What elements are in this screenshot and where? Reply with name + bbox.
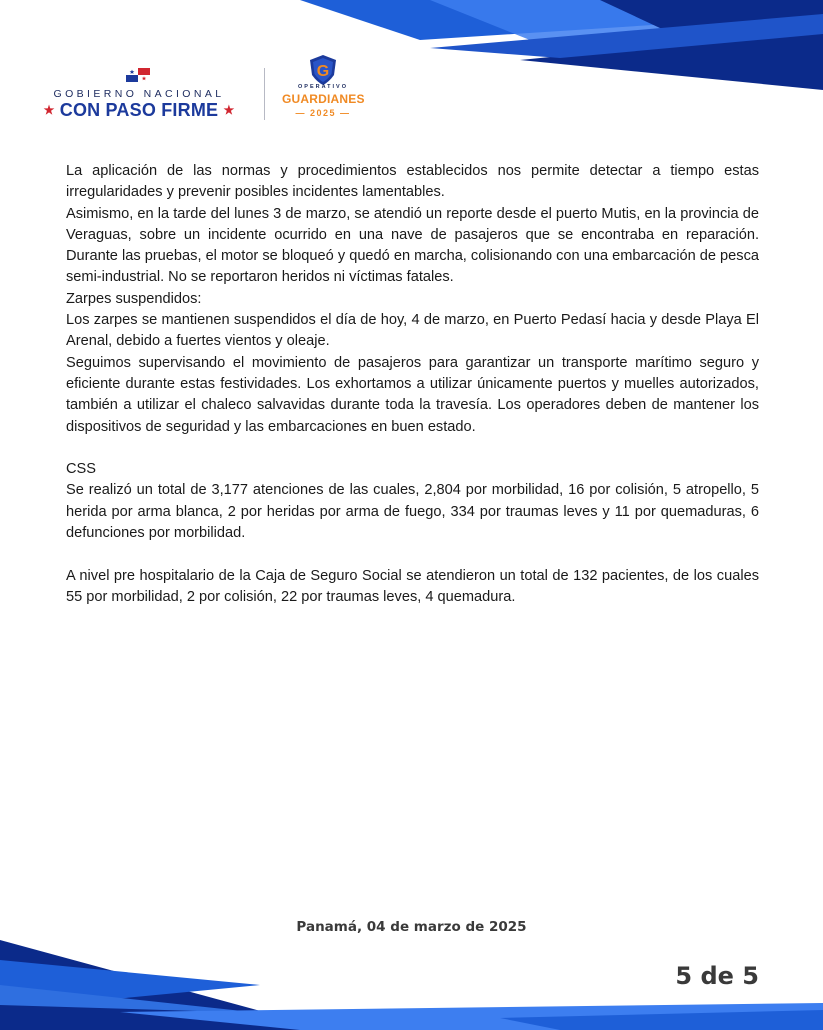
footer-date: Panamá, 04 de marzo de 2025: [296, 919, 527, 935]
paragraph: Asimismo, en la tarde del lunes 3 de marzo, se atendió un reporte desde el puerto Mutis, en la provincia de Veraguas, sobre un incidente ocurrido en una nave de pasajeros que se encontraba en reparación. Durante las pruebas, el motor se bloqueó y quedó en marcha, colisionando con una embarcación de pesca semi-industrial. No se reportaron heridos ni víctimas fatales.: [66, 205, 759, 286]
guardianes-year: — 2025 —: [295, 108, 351, 118]
paragraph: La aplicación de las normas y procedimientos establecidos nos permite detectar a tiempo estas irregularidades y prevenir posibles incidentes lamentables.: [66, 163, 759, 201]
gobierno-nacional-logo: [34, 66, 244, 126]
star-icon: ★: [43, 103, 55, 117]
shield-icon: [307, 54, 339, 86]
guardianes-label: GUARDIANES: [282, 92, 365, 106]
paragraph: Se realizó un total de 3,177 atenciones de las cuales, 2,804 por morbilidad, 16 por colisión, 5 atropello, 5 herida por arma blanca, 2 por heridas por arma de fuego, 334 por traumas leves y 11 por quemaduras, 6 defunciones por morbilidad.: [66, 482, 759, 542]
operativo-guardianes-logo: [282, 54, 364, 128]
gob-slogan: CON PASO FIRME: [59, 100, 219, 120]
document-body: [66, 161, 759, 608]
paragraph: Los zarpes se mantienen suspendidos el día de hoy, 4 de marzo, en Puerto Pedasí hacia y desde Playa El Arenal, debido a fuertes vientos y oleaje.: [66, 312, 759, 350]
logo-divider: [264, 68, 265, 120]
gob-line2: [34, 100, 244, 121]
operativo-label: OPERATIVO: [298, 84, 348, 90]
shield-letter: G: [316, 63, 330, 80]
panama-flag-icon: [126, 68, 150, 82]
paragraph: A nivel pre hospitalario de la Caja de Seguro Social se atendieron un total de 132 pacientes, de los cuales 55 por morbilidad, 2 por colisión, 22 por traumas leves, 4 quemadura.: [66, 567, 759, 605]
section-heading: Zarpes suspendidos:: [66, 290, 202, 307]
page-number: 5 de 5: [675, 962, 759, 990]
star-icon: ★: [223, 103, 235, 117]
section-heading: CSS: [66, 461, 97, 478]
paragraph: Seguimos supervisando el movimiento de pasajeros para garantizar un transporte marítimo seguro y eficiente durante estas festividades. Los exhortamos a utilizar únicamente puertos y muelles autorizados, también a utilizar el chaleco salvavidas durante toda la travesía. Los operadores deben de mantener los dispositivos de seguridad y las embarcaciones en buen estado.: [66, 354, 759, 435]
gob-line1: GOBIERNO NACIONAL: [53, 88, 225, 100]
